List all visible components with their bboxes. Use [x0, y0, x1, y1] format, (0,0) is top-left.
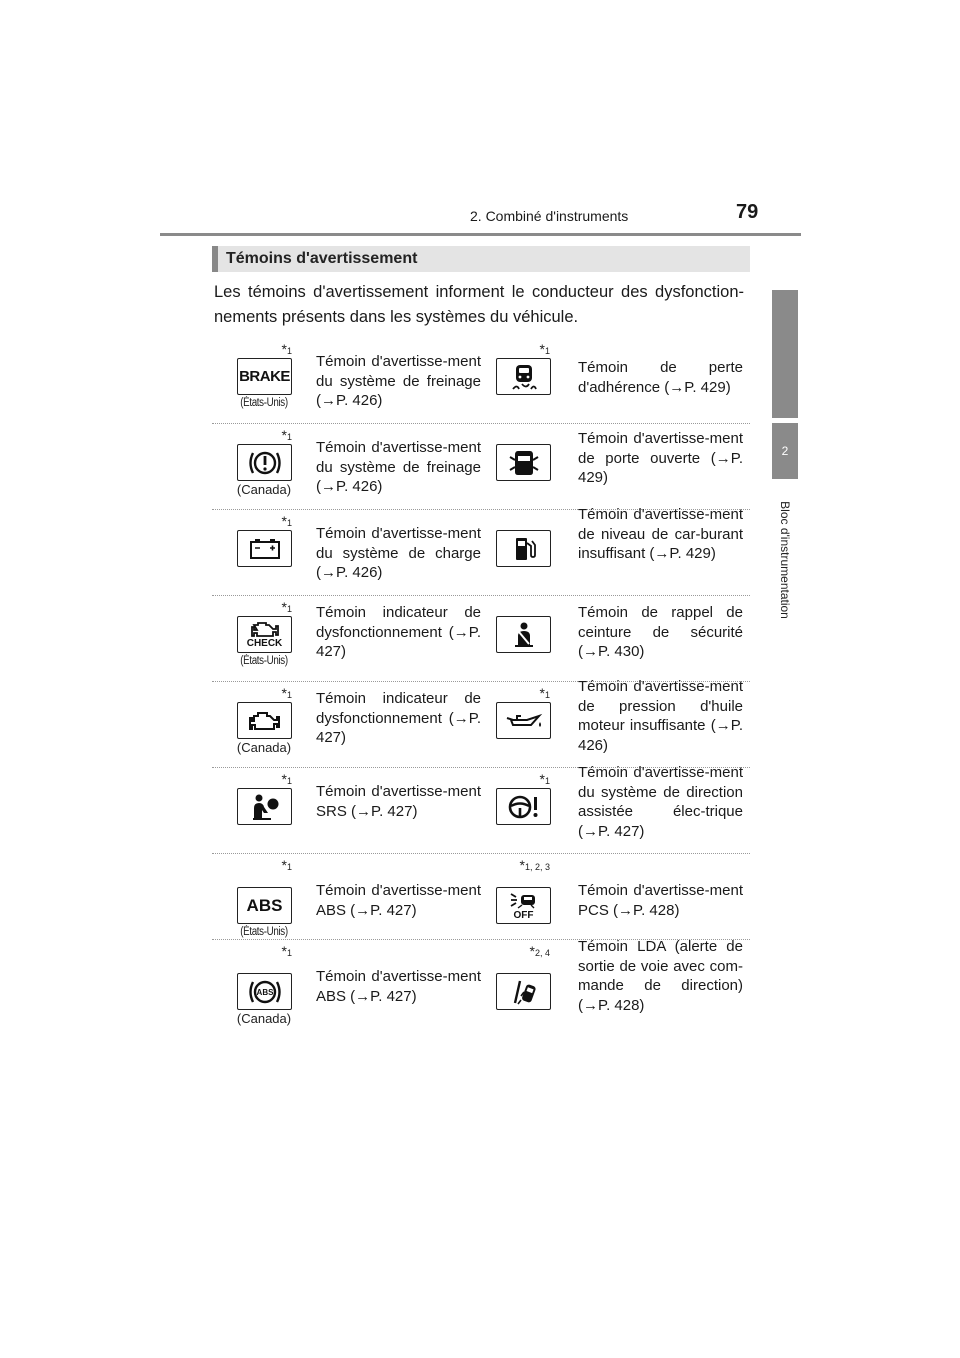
table-row	[212, 940, 750, 1025]
table-cell	[212, 338, 486, 423]
section-title: 2. Combiné d'instruments	[470, 208, 629, 224]
warning-lights-table	[212, 338, 750, 1025]
chapter-number: 2	[781, 444, 789, 458]
table-row	[212, 854, 750, 940]
warning-description: Témoin d'avertisse-ment de porte ouverte (→P. 429)	[578, 430, 743, 486]
footnote-marker: *1	[281, 685, 292, 701]
table-cell	[212, 682, 486, 767]
region-label: (Canada)	[236, 482, 292, 497]
footnote-marker: *1	[281, 599, 292, 615]
table-row	[212, 506, 750, 596]
table-cell	[486, 338, 750, 423]
table-row	[212, 764, 750, 854]
chapter-number-tab	[772, 423, 798, 479]
page-number: 79	[736, 201, 759, 223]
table-cell	[212, 510, 486, 595]
warning-description: Témoin d'avertisse-ment du système de direction assistée élec-trique (→P. 427)	[578, 764, 743, 840]
engine-icon	[237, 702, 292, 739]
region-label: (Canada)	[236, 740, 292, 755]
srs-airbag-icon	[237, 788, 292, 825]
icon-label: OFF	[513, 910, 534, 921]
intro-paragraph: Les témoins d'avertissement informent le conducteur des dysfonction-nements présents dans les systèmes du véhicule.	[214, 283, 744, 326]
table-row	[212, 338, 750, 424]
warning-description: Témoin d'avertisse-ment du système de charge (→P. 426)	[316, 525, 481, 581]
footnote-marker: *2, 4	[529, 943, 550, 959]
oil-pressure-icon	[496, 702, 551, 739]
pcs-off-icon	[496, 887, 551, 924]
footnote-marker: *1	[281, 771, 292, 787]
footnote-marker: *1	[539, 685, 550, 701]
footnote-marker: *1	[281, 857, 292, 873]
footnote-marker: *1	[281, 341, 292, 357]
footnote-marker: *1, 2, 3	[519, 857, 550, 873]
warning-description: Témoin indicateur de dysfonctionnement (→P. 427)	[316, 690, 481, 746]
table-cell	[486, 764, 750, 853]
warning-description: Témoin de perte d'adhérence (→P. 429)	[578, 359, 743, 396]
table-row	[212, 596, 750, 682]
lda-lane-departure-icon	[496, 973, 551, 1010]
side-tab-bar	[772, 290, 798, 418]
table-cell	[212, 940, 486, 1025]
warning-description: Témoin indicateur de dysfonctionnement (→P. 427)	[316, 604, 481, 660]
icon-label: ABS	[246, 895, 283, 915]
table-cell	[486, 940, 750, 1025]
banner-accent	[212, 246, 218, 272]
brake-text-icon	[237, 358, 292, 395]
power-steering-icon	[496, 788, 551, 825]
table-row	[212, 424, 750, 510]
table-cell	[486, 854, 750, 939]
abs-text-icon	[237, 887, 292, 924]
footnote-marker: *1	[281, 427, 292, 443]
warning-description: Témoin d'avertisse-ment ABS (→P. 427)	[316, 968, 481, 1005]
footnote-marker: *1	[281, 513, 292, 529]
warning-description: Témoin d'avertisse-ment de pression d'huile moteur insuffisante (→P. 426)	[578, 678, 743, 754]
icon-label: CHECK	[246, 637, 283, 649]
slip-indicator-icon	[496, 358, 551, 395]
table-cell	[486, 424, 750, 509]
region-label: (États-Unis)	[240, 926, 288, 938]
warning-description: Témoin d'avertisse-ment PCS (→P. 428)	[578, 882, 743, 919]
table-cell	[212, 424, 486, 509]
brake-circle-exclamation-icon	[237, 444, 292, 481]
icon-label: ABS	[256, 987, 273, 997]
chapter-label: Bloc d'instrumentation	[778, 501, 792, 619]
table-cell	[486, 678, 750, 767]
table-row	[212, 678, 750, 768]
open-door-icon	[496, 444, 551, 481]
footnote-marker: *1	[539, 341, 550, 357]
warning-description: Témoin d'avertisse-ment ABS (→P. 427)	[316, 882, 481, 919]
region-label: (Canada)	[236, 1011, 292, 1026]
battery-charge-icon	[237, 530, 292, 567]
section-banner	[212, 246, 750, 272]
table-cell	[486, 506, 750, 595]
warning-description: Témoin d'avertisse-ment du système de freinage (→P. 426)	[316, 353, 481, 409]
table-cell	[486, 596, 750, 681]
abs-circle-icon	[237, 973, 292, 1010]
check-engine-icon	[237, 616, 292, 653]
warning-description: Témoin LDA (alerte de sortie de voie avec com-mande de direction) (→P. 428)	[578, 938, 743, 1014]
banner-title: Témoins d'avertissement	[226, 250, 418, 267]
footnote-marker: *1	[281, 943, 292, 959]
table-cell	[212, 854, 486, 939]
warning-description: Témoin d'avertisse-ment du système de freinage (→P. 426)	[316, 439, 481, 495]
warning-description: Témoin d'avertisse-ment SRS (→P. 427)	[316, 783, 481, 820]
seatbelt-reminder-icon	[496, 616, 551, 653]
table-cell	[212, 768, 486, 853]
icon-label: BRAKE	[239, 368, 290, 385]
table-cell	[212, 596, 486, 681]
warning-description: Témoin d'avertisse-ment de niveau de car-burant insuffisant (→P. 429)	[578, 506, 743, 562]
header-divider	[160, 233, 801, 236]
region-label: (États-Unis)	[240, 655, 288, 667]
footnote-marker: *1	[539, 771, 550, 787]
fuel-pump-icon	[496, 530, 551, 567]
warning-description: Témoin de rappel de ceinture de sécurité (→P. 430)	[578, 604, 743, 660]
region-label: (États-Unis)	[240, 397, 288, 409]
